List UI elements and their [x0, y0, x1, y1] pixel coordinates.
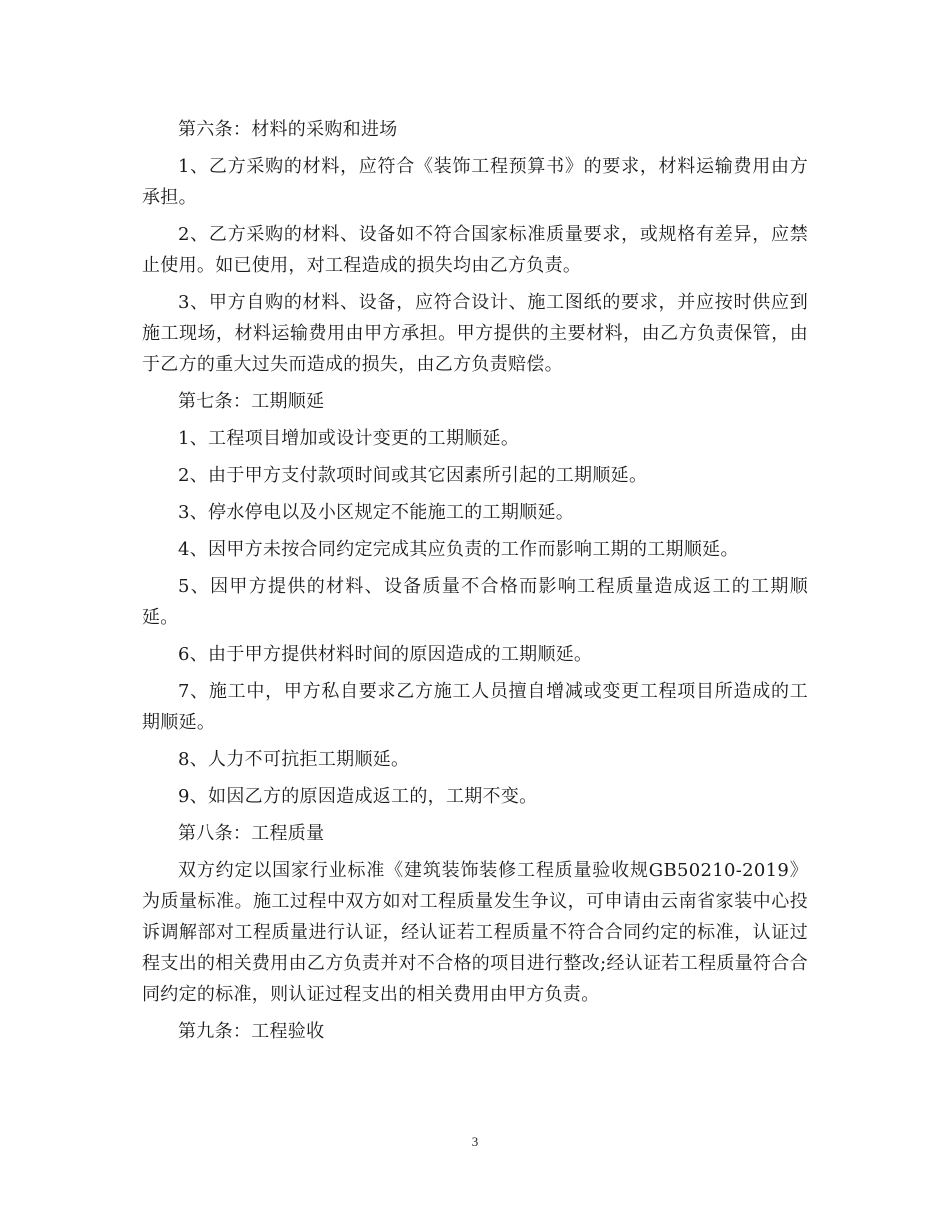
- paragraph-7-4: 4、因甲方未按合同约定完成其应负责的工作而影响工期的工期顺延。: [178, 539, 739, 560]
- document-body: [142, 114, 808, 1053]
- paragraph-7-7: 7、施工中，甲方私自要求乙方施工人员擅自增减或变更工程项目所造成的工期顺延。: [142, 681, 808, 733]
- paragraph-7-5: 5、因甲方提供的材料、设备质量不合格而影响工程质量造成返工的工期顺延。: [142, 576, 808, 628]
- section-heading-article-8: 第八条：工程质量: [178, 823, 325, 844]
- paragraph-7-2: 2、由于甲方支付款项时间或其它因素所引起的工期顺延。: [178, 465, 648, 486]
- paragraph-6-2: 2、乙方采购的材料、设备如不符合国家标准质量要求，或规格有差异，应禁止使用。如已使用，对工程造成的损失均由乙方负责。: [142, 224, 808, 276]
- paragraph-6-1: 1、乙方采购的材料，应符合《装饰工程预算书》的要求，材料运输费用由方承担。: [142, 156, 808, 208]
- paragraph-7-8: 8、人力不可抗拒工期顺延。: [178, 749, 410, 770]
- section-heading-article-6: 第六条：材料的采购和进场: [178, 119, 398, 140]
- paragraph-7-1: 1、工程项目增加或设计变更的工期顺延。: [178, 428, 520, 449]
- page-number: 3: [471, 1134, 479, 1149]
- paragraph-6-3: 3、甲方自购的材料、设备，应符合设计、施工图纸的要求，并应按时供应到施工现场，材料运输费用由甲方承担。甲方提供的主要材料，由乙方负责保管，由于乙方的重大过失而造成的损失，由乙方负责赔偿。: [142, 292, 808, 375]
- section-heading-article-9: 第九条：工程验收: [178, 1021, 325, 1042]
- paragraph-8-body: 双方约定以国家行业标准《建筑装饰装修工程质量验收规GB50210-2019》为质量标准。施工过程中双方如对工程质量发生争议，可申请由云南省家装中心投诉调解部对工程质量进行认证，经认证若工程质量不符合合同约定的标准，认证过程支出的相关费用由乙方负责并对不合格的项目进行整改;经认证若工程质量符合合同约定的标准，则认证过程支出的相关费用由甲方负责。: [142, 860, 808, 1005]
- paragraph-7-3: 3、停水停电以及小区规定不能施工的工期顺延。: [178, 502, 575, 523]
- paragraph-7-6: 6、由于甲方提供材料时间的原因造成的工期顺延。: [178, 644, 593, 665]
- paragraph-7-9: 9、如因乙方的原因造成返工的，工期不变。: [178, 786, 538, 807]
- section-heading-article-7: 第七条：工期顺延: [178, 391, 325, 412]
